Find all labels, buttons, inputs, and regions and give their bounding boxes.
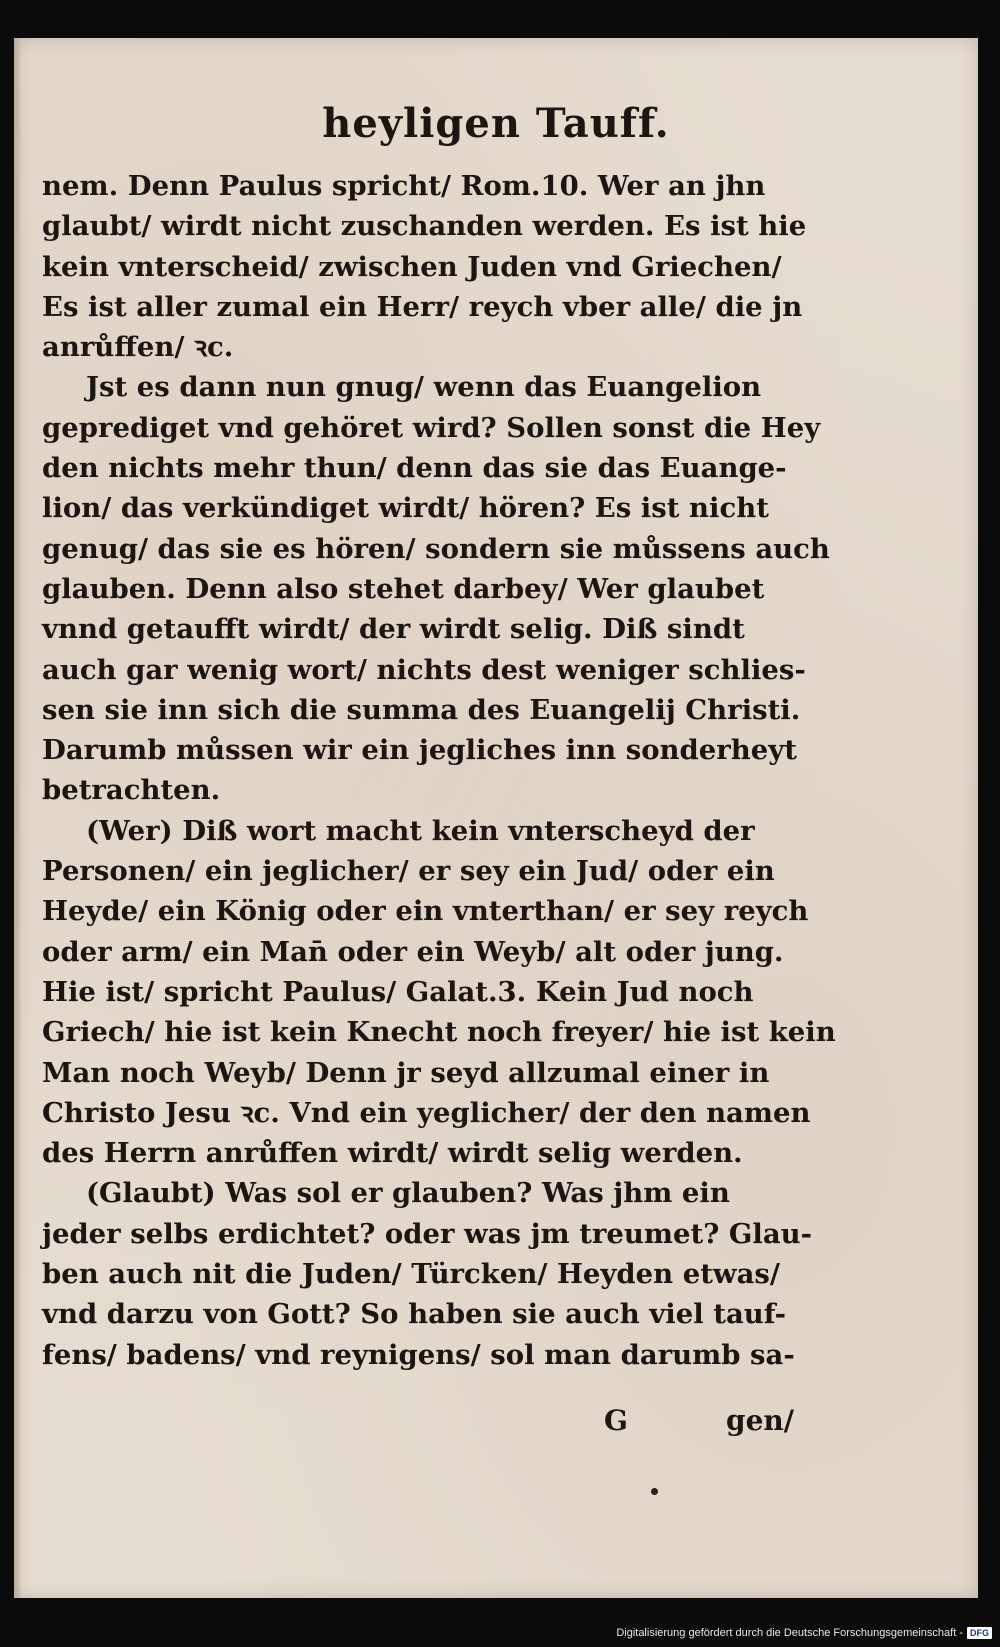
page-edge-shadow — [14, 38, 22, 1598]
text-line: Darumb můssen wir ein jegliches inn sonderheyt — [42, 734, 797, 767]
text-line: Personen/ ein jeglicher/ er sey ein Jud/ oder ein — [42, 855, 775, 888]
text-line: Heyde/ ein König oder ein vnterthan/ er sey reych — [42, 895, 809, 928]
page-body-text — [42, 166, 842, 1375]
text-line: vnnd getaufft wirdt/ der wirdt selig. Diß sindt — [42, 613, 745, 646]
text-line: Es ist aller zumal ein Herr/ reych vber alle/ die jn — [42, 290, 803, 323]
text-line: sen sie inn sich die summa des Euangelij Christi. — [42, 693, 801, 726]
text-line: den nichts mehr thun/ denn das sie das Euange- — [42, 452, 787, 485]
paragraph-start-line: Jst es dann nun gnug/ wenn das Euangelion — [86, 371, 762, 404]
credit-text: Digitalisierung gefördert durch die Deutsche Forschungsgemeinschaft - — [616, 1627, 963, 1639]
page-foot — [14, 1404, 978, 1444]
signature-mark: G — [604, 1404, 628, 1437]
paragraph-start-line: (Glaubt) Was sol er glauben? Was jhm ein — [86, 1177, 730, 1210]
text-line: glauben. Denn also stehet darbey/ Wer glaubet — [42, 572, 765, 605]
book-page — [14, 38, 978, 1598]
text-line: auch gar wenig wort/ nichts dest weniger schlies- — [42, 653, 806, 686]
text-line: betrachten. — [42, 774, 221, 807]
text-line: kein vnterscheid/ zwischen Juden vnd Griechen/ — [42, 250, 782, 283]
text-line: Griech/ hie ist kein Knecht noch freyer/ hie ist kein — [42, 1016, 836, 1049]
text-line: oder arm/ ein Man̄ oder ein Weyb/ alt oder jung. — [42, 935, 784, 968]
catchword: gen/ — [726, 1404, 794, 1437]
text-line: anrůffen/ ꝛc. — [42, 331, 234, 364]
text-line: genug/ das sie es hören/ sondern sie můssens auch — [42, 532, 830, 565]
text-line: des Herrn anrůffen wirdt/ wirdt selig werden. — [42, 1137, 743, 1170]
text-line: Christo Jesu ꝛc. Vnd ein yeglicher/ der den namen — [42, 1096, 811, 1129]
paragraph-start-line: (Wer) Diß wort macht kein vnterscheyd der — [86, 814, 755, 847]
text-line: ben auch nit die Juden/ Türcken/ Heyden etwas/ — [42, 1258, 780, 1291]
text-line: Hie ist/ spricht Paulus/ Galat.3. Kein Jud noch — [42, 975, 754, 1008]
text-line: nem. Denn Paulus spricht/ Rom.10. Wer an jhn — [42, 170, 766, 202]
text-line: jeder selbs erdichtet? oder was jm treumet? Glau- — [42, 1217, 813, 1250]
text-line: geprediget vnd gehöret wird? Sollen sonst die Hey — [42, 411, 821, 444]
text-line: fens/ badens/ vnd reynigens/ sol man darumb sa- — [42, 1338, 795, 1371]
digitization-credit — [616, 1627, 992, 1639]
text-line: Man noch Weyb/ Denn jr seyd allzumal einer in — [42, 1056, 770, 1089]
text-line: vnd darzu von Gott? So haben sie auch viel tauf- — [42, 1298, 787, 1331]
ink-dot — [651, 1488, 658, 1495]
text-line: lion/ das verkündiget wirdt/ hören? Es ist nicht — [42, 492, 769, 525]
running-header: heyligen Tauff. — [322, 100, 670, 147]
text-line: glaubt/ wirdt nicht zuschanden werden. Es ist hie — [42, 210, 807, 243]
dfg-logo-icon: DFG — [967, 1627, 992, 1639]
